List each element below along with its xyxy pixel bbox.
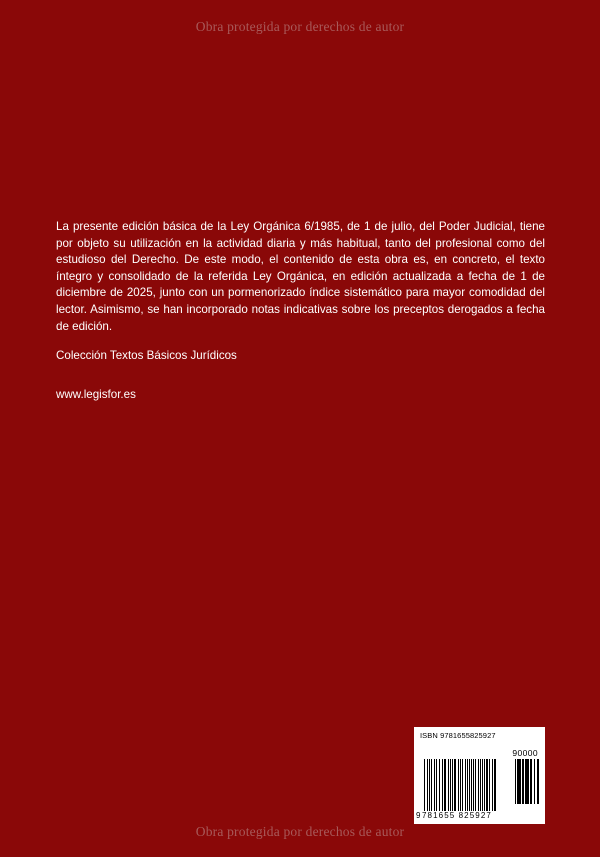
collection-line: Colección Textos Básicos Jurídicos	[56, 349, 237, 362]
ean5-bars	[515, 759, 540, 804]
ean13-bars	[424, 759, 510, 811]
copyright-watermark-bottom: Obra protegida por derechos de autor	[195, 824, 405, 839]
ean5-addon-label: 90000	[512, 748, 538, 758]
publisher-website: www.legisfor.es	[56, 388, 136, 401]
barcode-lead-digit: 9	[416, 811, 421, 820]
copyright-watermark-top: Obra protegida por derechos de autor	[195, 19, 405, 34]
back-cover-blurb: La presente edición básica de la Ley Orgánica 6/1985, de 1 de julio, del Poder Judicial, tiene por objeto su utilización en la actividad diaria y más habitual, tanto del profesional como del estudioso del Derecho. De este modo, el contenido de esta obra es, en concreto, el texto íntegro y consolidado de la referida Ley Orgánica, en edición actualizada a fecha de 1 de diciembre de 2025, junto con un pormenorizado índice sistemático para mayor comodidad del lector. Asimismo, se han incorporado notas indicativas sobre los preceptos derogados a fecha de edición.	[56, 220, 545, 333]
barcode-digits: 781655 825927	[422, 811, 492, 820]
barcode-block	[414, 727, 545, 824]
isbn-label: ISBN 9781655825927	[420, 731, 496, 740]
